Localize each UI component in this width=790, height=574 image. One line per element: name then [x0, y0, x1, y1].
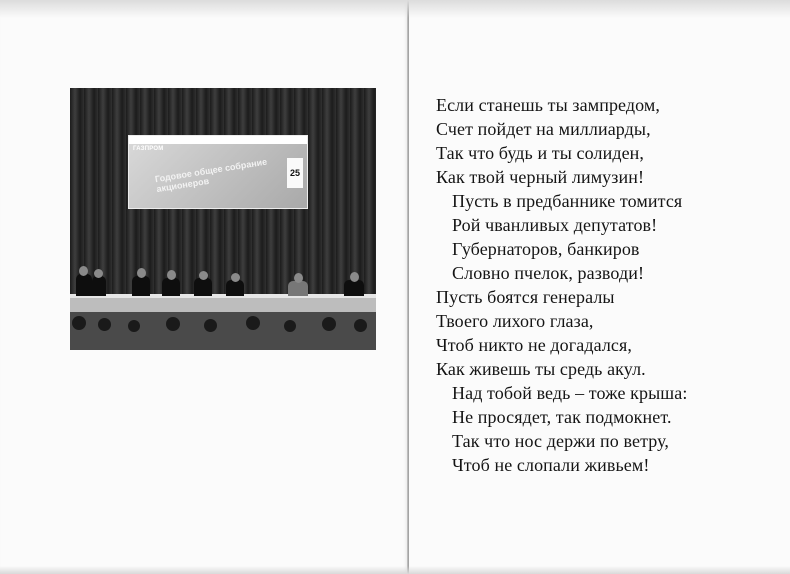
poem-line: Счет пойдет на миллиарды, — [436, 119, 651, 139]
poem-line: Рой чванливых депутатов! — [452, 215, 658, 235]
poem-line: Так что нос держи по ветру, — [452, 431, 670, 451]
poem-line: Так что будь и ты солиден, — [436, 143, 645, 163]
poem-line: Пусть в предбаннике томится — [452, 191, 683, 211]
poem-text — [436, 93, 766, 477]
audience-head — [284, 320, 296, 332]
poem-line: Пусть боятся генералы — [436, 287, 615, 307]
presidium-person — [92, 276, 106, 296]
audience-head — [204, 319, 217, 332]
presidium-person — [226, 280, 244, 296]
presidium-person — [344, 280, 364, 296]
scan-bottom-shadow — [0, 566, 790, 574]
poem-line: Губернаторов, банкиров — [452, 239, 640, 259]
banner-strip — [129, 136, 307, 144]
presidium-head — [350, 272, 359, 282]
presidium-head — [79, 266, 88, 276]
banner-title: Годовое общее собрание акционеров — [154, 156, 268, 195]
presidium-person — [194, 278, 212, 296]
audience-head — [128, 320, 140, 332]
audience-head — [166, 317, 180, 331]
poem-line: Как живешь ты средь акул. — [436, 359, 646, 379]
poem-line: Твоего лихого глаза, — [436, 311, 594, 331]
presidium-head — [137, 268, 146, 278]
presidium-head — [231, 273, 240, 282]
audience-head — [72, 316, 86, 330]
audience-head — [322, 317, 336, 331]
banner-logo: ГАЗПРОМ — [133, 146, 164, 152]
banner-date: 25 — [287, 158, 303, 188]
poem-line: Не просядет, так подмокнет. — [452, 407, 672, 427]
presidium-head — [94, 269, 103, 278]
audience-head — [98, 318, 111, 331]
poem-line: Если станешь ты зампредом, — [436, 95, 660, 115]
presidium-head — [199, 271, 208, 280]
poem-line: Над тобой ведь – тоже крыша: — [452, 383, 688, 403]
poem-line: Чтоб не слопали живьем! — [452, 455, 650, 475]
presidium-person — [288, 281, 308, 296]
presidium-person — [76, 274, 92, 296]
meeting-banner — [128, 135, 308, 209]
audience-head — [354, 319, 367, 332]
presidium-head — [167, 270, 176, 280]
poem-line: Как твой черный лимузин! — [436, 167, 645, 187]
scan-top-shadow — [0, 0, 790, 18]
audience-head — [246, 316, 260, 330]
presidium-person — [162, 278, 180, 296]
presidium-person — [132, 276, 150, 296]
poem-line: Чтоб никто не догадался, — [436, 335, 632, 355]
meeting-photo — [70, 88, 376, 350]
poem-line: Словно пчелок, разводи! — [452, 263, 645, 283]
presidium-head — [294, 273, 303, 283]
